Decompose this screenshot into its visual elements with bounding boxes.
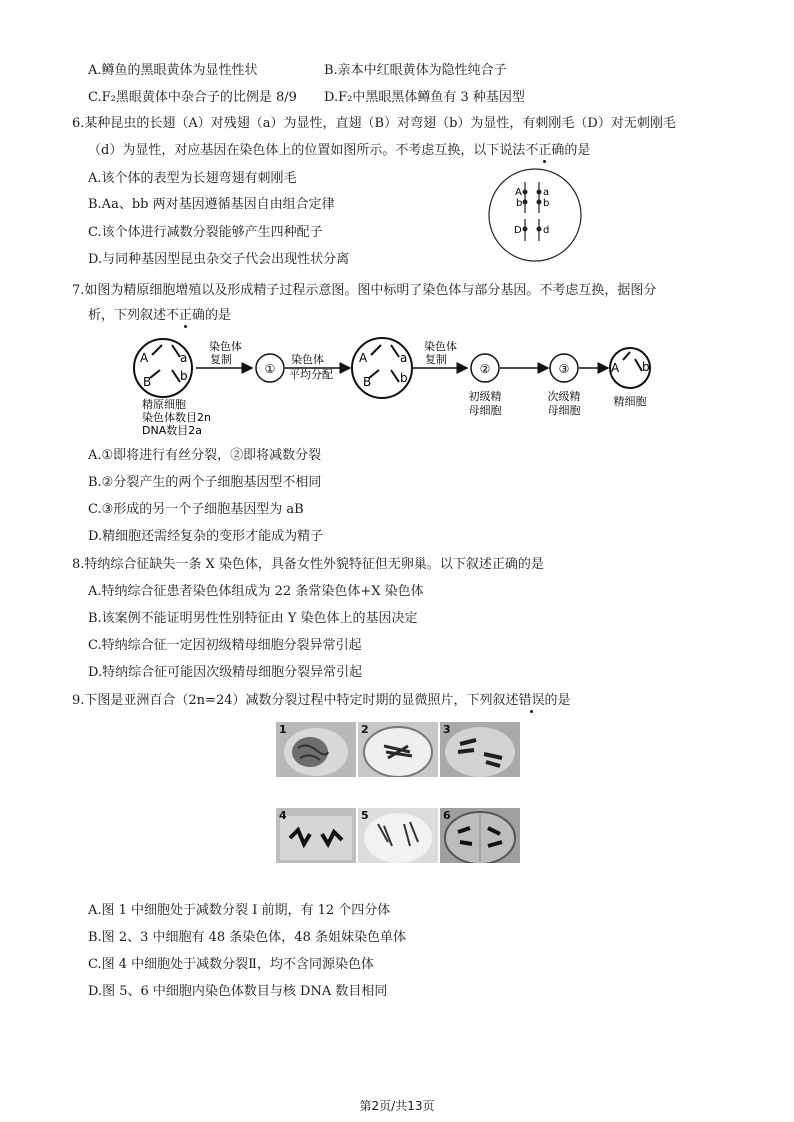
- q9-option-c: C.图 4 中细胞处于减数分裂Ⅱ，均不含同源染色体: [88, 957, 374, 972]
- q6-option-d: D.与同种基因型昆虫杂交子代会出现性状分离: [88, 252, 350, 267]
- q9-option-b: B.图 2、3 中细胞有 48 条染色体，48 条姐妹染色单体: [88, 930, 406, 945]
- svg-text:染色体: 染色体: [424, 340, 457, 353]
- micrograph-2: 2: [358, 722, 438, 777]
- svg-text:b: b: [400, 371, 408, 385]
- svg-text:b: b: [642, 360, 650, 374]
- q7-label-sperm: 精细胞: [613, 395, 647, 408]
- q6-gene-D: D: [514, 225, 522, 236]
- q8-option-c: C.特纳综合征一定因初级精母细胞分裂异常引起: [88, 638, 362, 653]
- q8-option-b: B.该案例不能证明男性性别特征由 Y 染色体上的基因决定: [88, 611, 418, 626]
- q6-stem-line2: （d）为显性，对应基因在染色体上的位置如图所示。不考虑互换，以下说法不正确的是: [88, 143, 591, 158]
- svg-text:a: a: [400, 351, 408, 365]
- q7-sperm-cell: [610, 348, 650, 388]
- svg-text:a: a: [180, 351, 188, 365]
- q9-option-a: A.图 1 中细胞处于减数分裂 I 前期，有 12 个四分体: [88, 903, 391, 918]
- q7-option-b: B.②分裂产生的两个子细胞基因型不相同: [88, 475, 322, 490]
- q5-option-b: B.亲本中红眼黄体为隐性纯合子: [324, 63, 507, 78]
- q6-stem-line1: 6.某种昆虫的长翅（A）对残翅（a）为显性，直翅（B）对弯翅（b）为显性，有刺刚毛（D）对无刺刚毛: [72, 116, 676, 131]
- q7-label-secondary-2: 母细胞: [547, 404, 581, 417]
- q6-gene-A: A: [515, 187, 522, 198]
- q5-option-a: A.鳟鱼的黑眼黄体为显性性状: [88, 63, 258, 78]
- q8-option-d: D.特纳综合征可能因次级精母细胞分裂异常引起: [88, 665, 363, 680]
- q7-label-secondary-1: 次级精: [547, 390, 581, 403]
- q6-gene-b-left: b: [516, 198, 523, 209]
- q7-label-primary-1: 初级精: [468, 390, 502, 403]
- q7-label-spermatogonium: 精原细胞: [142, 398, 186, 411]
- q7-label-dna-number: DNA数目2a: [142, 424, 202, 437]
- q7-cell-2: [471, 354, 499, 382]
- q6-emphasis: 不正确: [525, 143, 565, 158]
- svg-text:③: ③: [558, 362, 570, 376]
- q6-gene-a: a: [543, 187, 550, 198]
- svg-text:b: b: [180, 369, 188, 383]
- svg-text:②: ②: [479, 362, 491, 376]
- q9-stem: 9.下图是亚洲百合（2n=24）减数分裂过程中特定时期的显微照片，下列叙述错误的是: [72, 693, 571, 708]
- q7-cell-3: [550, 354, 578, 382]
- q5-option-c: C.F₂黑眼黄体中杂合子的比例是 8/9: [88, 90, 297, 105]
- q6-option-a: A.该个体的表型为长翅弯翅有刺刚毛: [88, 171, 297, 186]
- q7-option-a: A.①即将进行有丝分裂，②即将减数分裂: [88, 448, 322, 463]
- q6-chromosome-figure: [485, 165, 585, 265]
- q7-option-c: C.③形成的另一个子细胞基因型为 aB: [88, 502, 304, 517]
- svg-text:A: A: [140, 351, 149, 365]
- q7-emphasis: 不正确: [166, 308, 206, 323]
- page-footer: 第2页/共13页: [359, 1099, 435, 1113]
- q6-option-c: C.该个体进行减数分裂能够产生四种配子: [88, 225, 323, 240]
- micrograph-3: 3: [440, 722, 520, 777]
- q7-label-chromosome-number: 染色体数目2n: [142, 411, 211, 424]
- svg-text:A: A: [611, 361, 620, 375]
- q6-option-b: B.Aa、bb 两对基因遵循基因自由组合定律: [88, 197, 335, 212]
- svg-text:复制: 复制: [425, 353, 447, 366]
- q7-process-diagram: [130, 330, 690, 440]
- q7-option-d: D.精细胞还需经复杂的变形才能成为精子: [88, 529, 324, 544]
- micrograph-6: 6: [440, 808, 520, 863]
- q9-option-d: D.图 5、6 中细胞内染色体数目与核 DNA 数目相同: [88, 984, 388, 999]
- q6-gene-d: d: [543, 225, 550, 236]
- q7-label-primary-2: 母细胞: [468, 404, 502, 417]
- svg-text:A: A: [359, 351, 368, 365]
- svg-text:染色体: 染色体: [291, 353, 324, 366]
- svg-text:复制: 复制: [210, 353, 232, 366]
- q7-stem-line1: 7.如图为精原细胞增殖以及形成精子过程示意图。图中标明了染色体与部分基因。不考虑互换，据图分: [72, 283, 657, 298]
- micrograph-5: 5: [358, 808, 438, 863]
- svg-text:平均分配: 平均分配: [289, 368, 333, 381]
- q8-stem: 8.特纳综合征缺失一条 X 染色体，具备女性外貌特征但无卵巢。以下叙述正确的是: [72, 557, 544, 572]
- q9-emphasis: 错误: [518, 693, 545, 708]
- q7-spermatogonium-cell: [134, 339, 192, 397]
- q8-option-a: A.特纳综合征患者染色体组成为 22 条常染色体+X 染色体: [88, 584, 424, 599]
- q7-cell-1: [256, 354, 284, 382]
- q7-daughter-cell: [352, 338, 412, 398]
- q7-stem-line2: 析，下列叙述不正确的是: [88, 308, 232, 323]
- q5-option-d: D.F₂中黑眼黑体鳟鱼有 3 种基因型: [324, 90, 525, 105]
- micrograph-4: 4: [276, 808, 356, 863]
- svg-text:①: ①: [264, 362, 276, 376]
- svg-text:B: B: [143, 375, 152, 389]
- svg-text:染色体: 染色体: [209, 340, 242, 353]
- q6-gene-b-right: b: [543, 198, 550, 209]
- micrograph-1: 1: [276, 722, 356, 777]
- svg-text:B: B: [363, 375, 372, 389]
